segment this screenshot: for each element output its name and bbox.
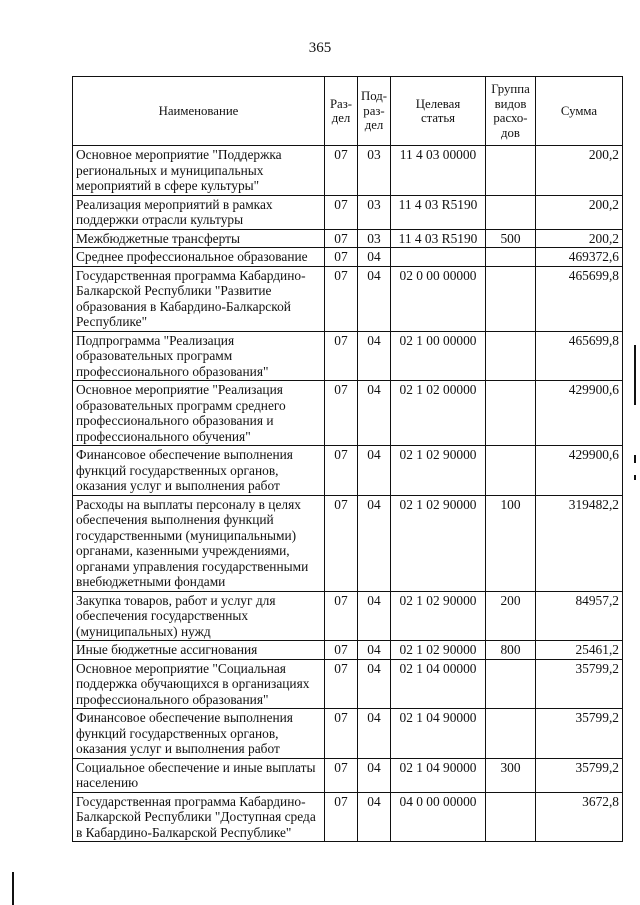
header-name [73,77,325,146]
cell-article: 02 1 00 00000 [391,331,486,381]
cell-article: 02 0 00 00000 [391,266,486,331]
cell-article: 02 1 02 00000 [391,381,486,446]
cell-group [486,195,536,229]
header-sum [536,77,623,146]
scan-mark-right-1 [634,345,636,405]
cell-section: 07 [325,792,358,842]
cell-section: 07 [325,195,358,229]
cell-group: 500 [486,229,536,248]
cell-group [486,446,536,496]
cell-section: 07 [325,381,358,446]
cell-sum: 35799,2 [536,758,623,792]
cell-article: 04 0 00 00000 [391,792,486,842]
cell-name: Государственная программа Кабардино-Балкарской Республики "Доступная среда в Кабардино-Балкарской Республике" [73,792,325,842]
cell-subsection: 03 [358,229,391,248]
cell-subsection: 04 [358,331,391,381]
table-row [73,331,623,381]
cell-group: 300 [486,758,536,792]
cell-group [486,331,536,381]
cell-section: 07 [325,331,358,381]
cell-sum: 469372,6 [536,248,623,267]
cell-group [486,248,536,267]
cell-group: 200 [486,591,536,641]
cell-article: 02 1 04 00000 [391,659,486,709]
cell-subsection: 04 [358,641,391,660]
cell-name: Иные бюджетные ассигнования [73,641,325,660]
cell-subsection: 04 [358,266,391,331]
cell-subsection: 04 [358,792,391,842]
cell-sum: 84957,2 [536,591,623,641]
cell-name: Основное мероприятие "Реализация образовательных программ среднего профессионального образования и профессионального обучения" [73,381,325,446]
table-row [73,146,623,196]
cell-subsection: 04 [358,248,391,267]
cell-article: 11 4 03 00000 [391,146,486,196]
table-row [73,659,623,709]
scan-mark-right-3 [634,475,636,480]
cell-name: Расходы на выплаты персоналу в целях обеспечения выполнения функций государственными (муниципальными) органами, казенными учреждениями, органами управления государственными внебюджетными фондами [73,495,325,591]
cell-subsection: 04 [358,381,391,446]
table-body [73,146,623,842]
cell-subsection: 03 [358,195,391,229]
table-row [73,709,623,759]
cell-group: 800 [486,641,536,660]
cell-section: 07 [325,229,358,248]
cell-sum: 200,2 [536,195,623,229]
cell-article: 02 1 02 90000 [391,495,486,591]
cell-section: 07 [325,446,358,496]
cell-article: 02 1 04 90000 [391,758,486,792]
header-section [325,77,358,146]
cell-group [486,709,536,759]
table-row [73,591,623,641]
cell-article: 02 1 02 90000 [391,446,486,496]
cell-sum: 35799,2 [536,659,623,709]
cell-subsection: 04 [358,758,391,792]
cell-subsection: 04 [358,591,391,641]
table-row [73,195,623,229]
page-number: 365 [308,40,332,56]
cell-group [486,792,536,842]
cell-section: 07 [325,659,358,709]
cell-sum: 465699,8 [536,331,623,381]
cell-section: 07 [325,758,358,792]
header-sum-label: Сумма [560,103,598,118]
cell-group [486,659,536,709]
cell-sum: 3672,8 [536,792,623,842]
cell-sum: 200,2 [536,146,623,196]
cell-section: 07 [325,641,358,660]
header-article-label: Целевая статья [415,96,461,125]
table-row [73,792,623,842]
cell-article: 11 4 03 R5190 [391,195,486,229]
cell-name: Государственная программа Кабардино-Балкарской Республики "Развитие образования в Кабардино-Балкарской Республике" [73,266,325,331]
header-subsection [358,77,391,146]
cell-name: Среднее профессиональное образование [73,248,325,267]
cell-sum: 200,2 [536,229,623,248]
table-row [73,229,623,248]
cell-sum: 465699,8 [536,266,623,331]
cell-section: 07 [325,146,358,196]
cell-sum: 35799,2 [536,709,623,759]
cell-subsection: 04 [358,709,391,759]
cell-group [486,266,536,331]
table-row [73,381,623,446]
header-subsection-label: Под- раз- дел [361,89,388,133]
cell-article [391,248,486,267]
cell-sum: 25461,2 [536,641,623,660]
cell-group: 100 [486,495,536,591]
table-row [73,758,623,792]
cell-name: Закупка товаров, работ и услуг для обеспечения государственных (муниципальных) нужд [73,591,325,641]
cell-section: 07 [325,709,358,759]
cell-name: Финансовое обеспечение выполнения функций государственных органов, оказания услуг и выполнения работ [73,446,325,496]
cell-subsection: 04 [358,659,391,709]
cell-sum: 429900,6 [536,381,623,446]
cell-group [486,381,536,446]
table-row [73,641,623,660]
header-article [391,77,486,146]
cell-section: 07 [325,591,358,641]
cell-name: Межбюджетные трансферты [73,229,325,248]
cell-article: 02 1 02 90000 [391,641,486,660]
cell-name: Социальное обеспечение и иные выплаты населению [73,758,325,792]
scan-mark-right-2 [634,455,636,463]
header-group-label: Группа видов расхо- дов [491,82,530,140]
table-row [73,266,623,331]
cell-section: 07 [325,266,358,331]
header-name-label: Наименование [158,103,239,118]
budget-table [72,76,623,842]
table-row [73,495,623,591]
header-group [486,77,536,146]
cell-article: 02 1 02 90000 [391,591,486,641]
cell-name: Подпрограмма "Реализация образовательных программ профессионального образования" [73,331,325,381]
cell-group [486,146,536,196]
scan-mark-left-bottom [12,872,14,905]
cell-article: 02 1 04 90000 [391,709,486,759]
cell-name: Финансовое обеспечение выполнения функций государственных органов, оказания услуг и выполнения работ [73,709,325,759]
cell-sum: 319482,2 [536,495,623,591]
cell-sum: 429900,6 [536,446,623,496]
table-row [73,446,623,496]
cell-subsection: 03 [358,146,391,196]
header-section-label: Раз- дел [329,96,353,125]
cell-section: 07 [325,248,358,267]
table-header-row [73,77,623,146]
cell-section: 07 [325,495,358,591]
cell-subsection: 04 [358,495,391,591]
cell-name: Основное мероприятие "Поддержка региональных и муниципальных мероприятий в сфере культуры" [73,146,325,196]
cell-name: Основное мероприятие "Социальная поддержка обучающихся в организациях профессионального образования" [73,659,325,709]
cell-name: Реализация мероприятий в рамках поддержки отрасли культуры [73,195,325,229]
table-row [73,248,623,267]
cell-subsection: 04 [358,446,391,496]
cell-article: 11 4 03 R5190 [391,229,486,248]
